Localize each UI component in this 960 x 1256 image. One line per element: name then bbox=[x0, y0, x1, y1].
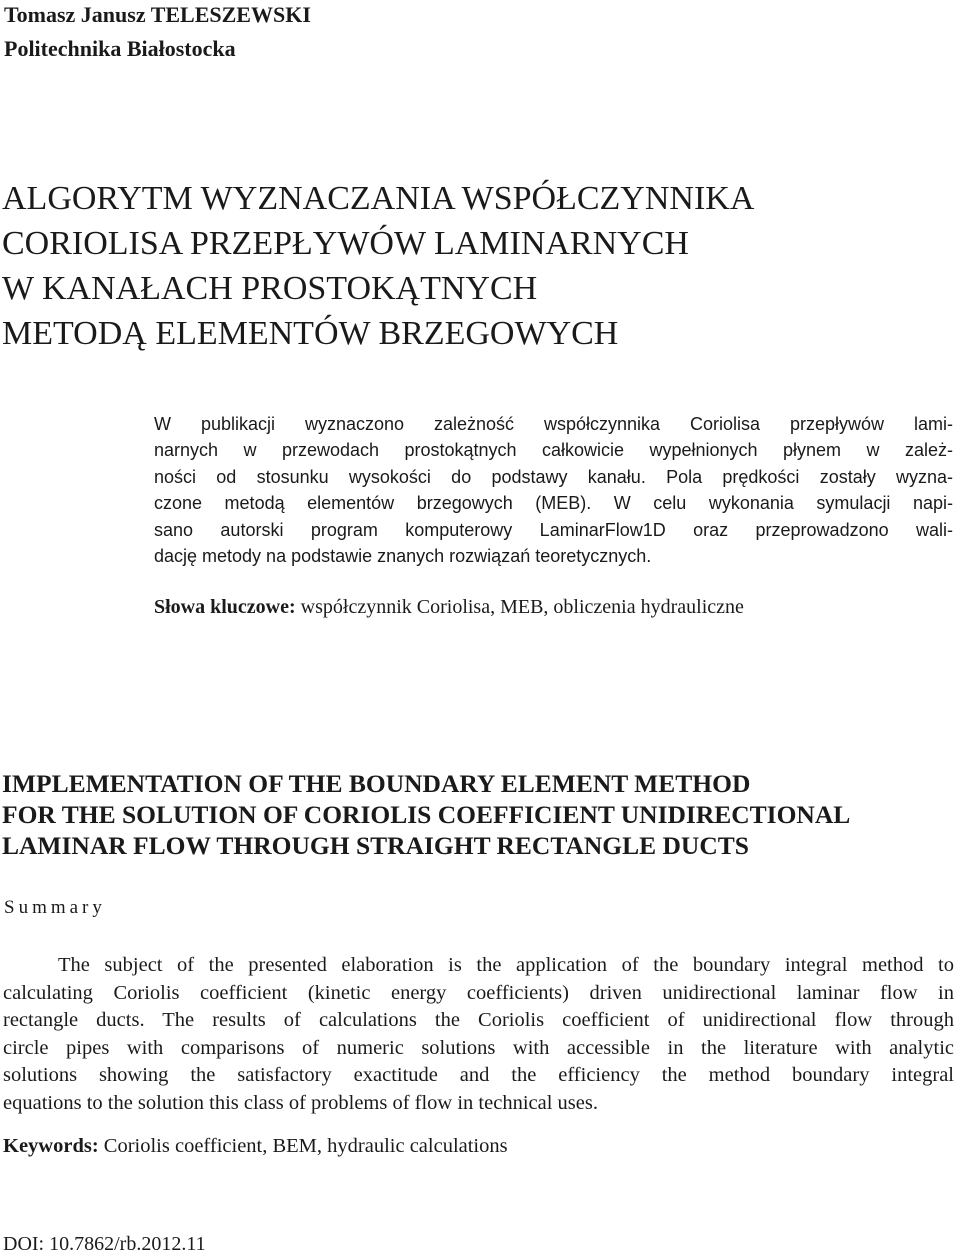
summary-line: The subject of the presented elaboration is the application of the boundary integral method to bbox=[58, 954, 954, 976]
polish-title-line: W KANAŁACH PROSTOKĄTNYCH bbox=[2, 270, 538, 307]
abstract-line: dację metody na podstawie znanych rozwiązań teoretycznych. bbox=[154, 546, 652, 567]
summary-line: circle pipes with comparisons of numeric solutions with accessible in the literature with analytic bbox=[3, 1036, 954, 1059]
doi-footer: DOI: 10.7862/rb.2012.11 bbox=[3, 1233, 206, 1255]
english-title bbox=[2, 768, 952, 861]
summary-heading: Summary bbox=[4, 897, 106, 918]
summary-line: equations to the solution this class of problems of flow in technical uses. bbox=[3, 1091, 598, 1114]
author-affiliation: Politechnika Białostocka bbox=[4, 36, 236, 61]
english-title-line: IMPLEMENTATION OF THE BOUNDARY ELEMENT METHOD bbox=[2, 769, 751, 798]
summary-line: solutions showing the satisfactory exactitude and the efficiency the method boundary integral bbox=[3, 1064, 954, 1086]
author-name: Tomasz Janusz TELESZEWSKI bbox=[4, 2, 311, 27]
polish-abstract bbox=[154, 411, 953, 569]
polish-title-line: ALGORYTM WYZNACZANIA WSPÓŁCZYNNIKA bbox=[2, 180, 755, 217]
abstract-line: sano autorski program komputerowy LaminarFlow1D oraz przeprowadzono wali- bbox=[154, 519, 953, 540]
summary-text bbox=[3, 952, 954, 1117]
english-keywords bbox=[3, 1131, 508, 1161]
abstract-line: ności od stosunku wysokości do podstawy kanału. Pola prędkości zostały wyzna- bbox=[154, 466, 953, 487]
polish-keywords-value: współczynnik Coriolisa, MEB, obliczenia hydrauliczne bbox=[295, 596, 744, 618]
polish-keywords-label: Słowa kluczowe: bbox=[154, 596, 296, 618]
summary-line: calculating Coriolis coefficient (kinetic energy coefficients) driven unidirectional laminar flow in bbox=[3, 981, 954, 1004]
english-keywords-label: Keywords: bbox=[3, 1135, 99, 1157]
english-title-line: FOR THE SOLUTION OF CORIOLIS COEFFICIENT UNIDIRECTIONAL bbox=[2, 800, 851, 829]
polish-title bbox=[2, 176, 952, 356]
summary-line: rectangle ducts. The results of calculations the Coriolis coefficient of unidirectional flow through bbox=[3, 1009, 954, 1031]
polish-title-line: CORIOLISA PRZEPŁYWÓW LAMINARNYCH bbox=[2, 225, 689, 262]
english-keywords-value: Coriolis coefficient, BEM, hydraulic calculations bbox=[98, 1135, 508, 1157]
abstract-line: czone metodą elementów brzegowych (MEB). W celu wykonania symulacji napi- bbox=[154, 493, 953, 514]
polish-keywords bbox=[154, 592, 744, 622]
english-title-line: LAMINAR FLOW THROUGH STRAIGHT RECTANGLE DUCTS bbox=[2, 831, 749, 860]
abstract-line: W publikacji wyznaczono zależność współczynnika Coriolisa przepływów lami- bbox=[154, 414, 953, 434]
abstract-line: narnych w przewodach prostokątnych całkowicie wypełnionych płynem w zależ- bbox=[154, 440, 953, 461]
polish-title-line: METODĄ ELEMENTÓW BRZEGOWYCH bbox=[2, 315, 619, 352]
